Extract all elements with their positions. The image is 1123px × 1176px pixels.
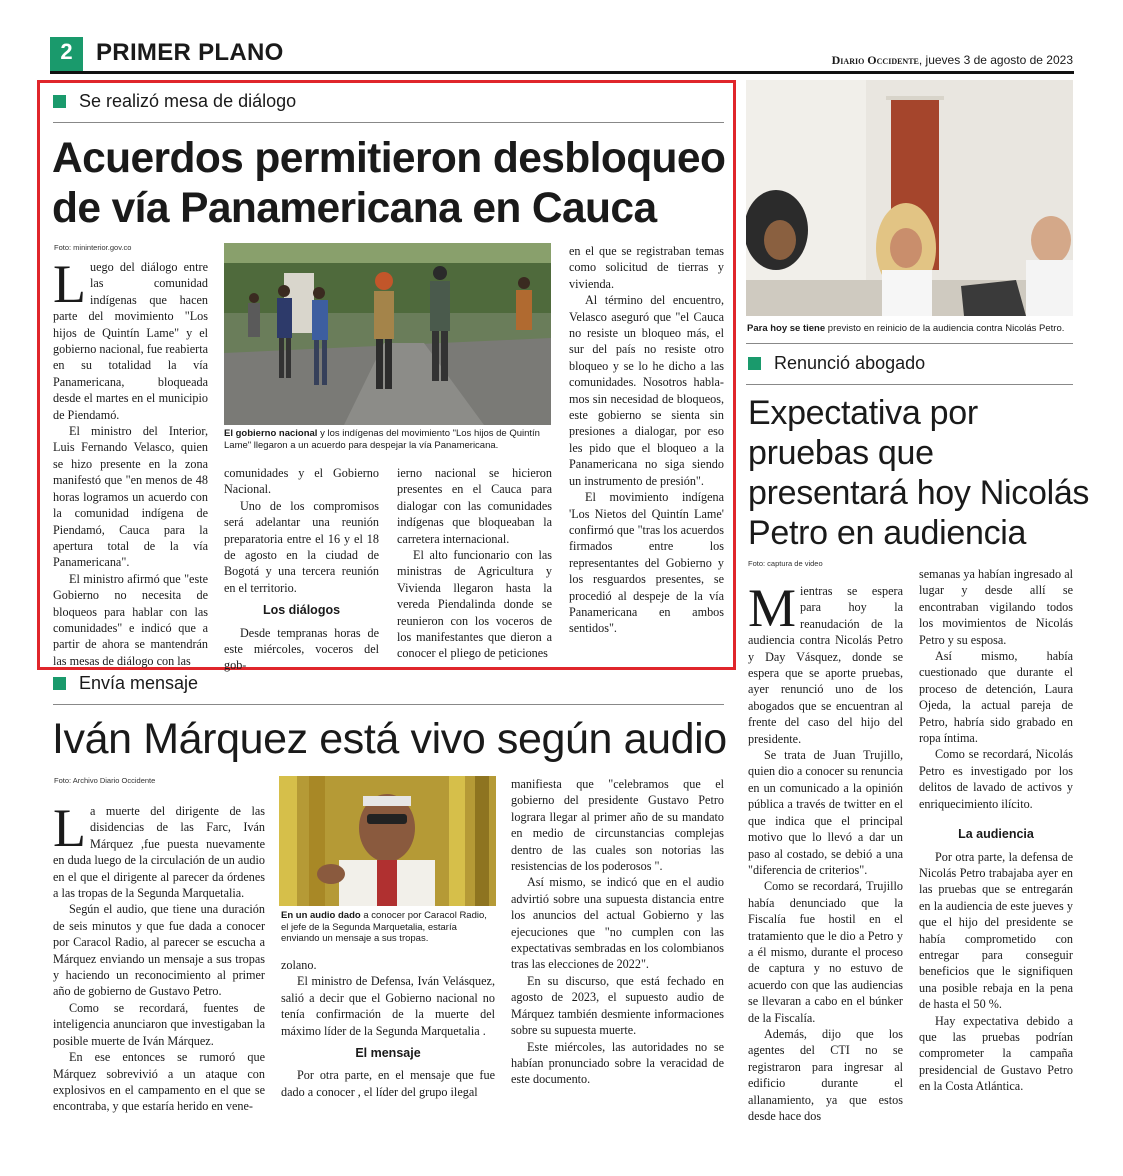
article1-headline: Acuerdos permitieron desbloqueo de vía Panamericana en Cauca [52,135,726,232]
article3-para: Por otra parte, la defensa de Nicolás Petro trabajaba ayer en las pruebas que se entregarán en la audiencia de este jueves y que el hijo del presidente se había comprometido con entregar para conseguir beneficios que le signifiquen una posible rebaja en la pena de hasta el 50 %. [919,849,1073,1012]
march-photo-image [224,243,551,425]
article1-para: Desde tempranas horas de este miércoles, voceros del gob- [224,625,379,673]
article1-column-3 [397,465,552,662]
article3-para: Hay expectativa debido a que las pruebas podrían comprometer la campaña presidencial de Gustavo Petro en la Costa Atlántica. [919,1013,1073,1094]
article3-para: semanas ya habían ingresado al lugar y desde allí se encontraban vigilando todos los movimientos de Nicolás Petro y su esposa. [919,567,1073,647]
article2-kicker: Envía mensaje [53,673,198,694]
article2-para: En ese entonces se rumoró que Márquez sobrevivió a un ataque con explosivos en el campamento en el que se encontraba, y que estaría herido en vene- [53,1050,265,1114]
header-rule [50,71,1074,74]
paper-name: Diario Occidente [831,53,919,67]
article3-para: Mientras se espera para hoy la reanudación de la audiencia contra Nicolás Petro y Day Vásquez, donde se espera que se aporte pruebas, ayer renunció uno de los abogados que se encuentran al frente del caso del hijo del presidente. [748,578,903,746]
article3-kicker: Renunció abogado [748,353,925,374]
article2-para: Así mismo, se indicó que en el audio advirtió sobre una supuesta distancia entre los anuncios del actual Gobierno y las ejecuciones que "no cumplen con las expectativas sembradas en los colombianos tras las elecciones de 2022". [511,875,724,972]
article3-column-2 [919,566,1073,1095]
article1-para: Al término del encuentro, Velasco aseguró que "el Cauca no resiste un bloqueo más, el sur del país no resiste otro bloqueo y se lo he dicho a las comunidades. Nosotros habla-mos sin necesidad de bloqueos, este gobierno se sienta sin presiones a dialogar, por eso les pido que el bloqueo a la Panamericana no siga siendo un instrumento de presión". [569,293,724,488]
article3-kicker-rule [746,384,1073,385]
drop-cap: L [53,254,86,314]
article3-photo-caption: Para hoy se tiene previsto en reinicio de la audiencia contra Nicolás Petro. [747,323,1065,334]
article3-subhead: La audiencia [958,827,1034,842]
article1-para: El movimiento indígena 'Los Nietos del Quintín Lame' confirmó que "tras los acuerdos firmados entre los representantes del Gobierno y los resguardos presentes, se procedió al despeje de la vía Panamericana en ambos sentidos". [569,490,724,636]
article3-para: Como se recordará, Trujillo había denunciado que la Fiscalía fue hostil en el tratamiento que le dio a Petro y a él mismo, durante el proceso de captura y no estuvo de acuerdo con que las audiencias se llevaran a cabo en el búnker de la Fiscalía. [748,879,903,1025]
article3-para: Además, dijo que los agentes del CTI no se registraron para ingresar al edificio durante el allanamiento, ya que estos desde hace dos [748,1026,903,1123]
kicker-square-icon [748,357,761,370]
issue-date: jueves 3 de agosto de 2023 [925,53,1073,67]
article1-kicker-rule [53,122,724,123]
article3-photo-credit: Foto: captura de video [748,559,823,568]
article1-para: Uno de los compromisos será adelantar una reunión preparatoria entre el 16 y el 18 de agosto en la ciudad de Bogotá y una tercera reunión en el territorio. [224,498,379,595]
article2-para: Por otra parte, en el mensaje que fue dado a conocer , el líder del grupo ilegal [281,1068,495,1099]
kicker-square-icon [53,95,66,108]
article2-subhead: El mensaje [355,1046,421,1061]
article2-photo [279,776,496,906]
article1-subhead: Los diálogos [262,603,341,618]
article1-para: El ministro afirmó que "este Gobierno no necesita de bloqueos para hablar con las comunidades" e indicó que a partir de ahora se mantendrán las mesas de diálogo con las [53,571,208,668]
article3-para: Se trata de Juan Trujillo, quien dio a conocer su renuncia en un comunicado a la opinión pública a través de twitter en el que indica que el principal motivo que lo llevó a dar un paso al costado, se debió a una "diferencia de criterios". [748,748,903,877]
kicker-square-icon [53,677,66,690]
section-title: PRIMER PLANO [96,39,284,66]
article1-para: ierno nacional se hicieron presentes en el Cauca para dialogar con las comunidades indígenas que bloqueaban la carretera internacional. [397,466,552,546]
article3-top-rule [746,343,1073,344]
drop-cap: L [53,798,86,858]
article2-para: manifiesta que "celebramos que el gobierno del presidente Gustavo Petro lograra llegar al primer año de su mandato en medio de circunstancias complejas dentro de las cuales son notorias las resistencias de los poderosos ". [511,777,724,874]
article2-para: Este miércoles, las autoridades no se habían pronunciado sobre la veracidad de este documento. [511,1039,724,1087]
article2-para: En su discurso, que está fechado en agosto de 2023, el supuesto audio de Márquez también desmiente informaciones sobre su supuesta muerte. [511,973,724,1038]
article2-column-3 [511,776,724,1088]
hearing-photo-image [746,80,1073,316]
article3-column-1 [748,578,903,1124]
article2-para: Como se recordará, fuentes de inteligencia anunciaron que investigaban la posible muerte de Iván Márquez. [53,1000,265,1048]
article1-para: Luego del diálogo entre las comunidad indígenas que hacen parte del movimiento "Los hijos de Quintín Lame" y el gobierno nacional, fue reabierta en su totalidad la vía Panamericana, bloqueada desde el martes en el municipio de Piendamó. [53,254,208,422]
portrait-photo-image [279,776,496,906]
article2-photo-credit: Foto: Archivo Diario Occidente [54,776,156,785]
article1-photo [224,243,551,425]
masthead-date: Diario Occidente, jueves 3 de agosto de 2023 [831,53,1073,67]
article1-caption: El gobierno nacional y los indígenas del movimiento "Los hijos de Quintín Lame" llegaron a un acuerdo para despejar la vía Panamericana. [224,428,540,451]
article2-caption: En un audio dado a conocer por Caracol Radio, el jefe de la Segunda Marquetalia, estaría enviando un mensaje a sus tropas. [281,910,487,944]
page-number: 2 [60,39,73,64]
article3-para: Así mismo, había cuestionado que durante el proceso de detención, Laura Ojeda, la actual pareja de Petro, habría sido grabado en ropa íntima. [919,649,1073,746]
article2-headline: Iván Márquez está vivo según audio [52,715,727,763]
article3-photo [746,80,1073,316]
article3-headline: Expectativa por pruebas que presentará hoy Nicolás Petro en audiencia [748,394,1090,552]
article3-para: Como se recordará, Nicolás Petro es investigado por los delitos de lavado de activos y enriquecimiento ilícito. [919,747,1073,811]
article1-para: comunidades y el Gobierno Nacional. [224,466,379,497]
article2-para: zolano. [281,958,317,972]
article1-para: El alto funcionario con las ministras de Agricultura y Vivienda llegaron hasta la vereda Piendalinda donde se reunieron con los voceros de los manifestantes que dieron a conocer el pliego de peticiones [397,548,552,661]
article1-column-2 [224,465,379,674]
article1-para: El ministro del Interior, Luis Fernando Velasco, quien se hizo presente en la zona manifestó que "en menos de 48 horas logramos un acuerdo con la comunidad indígena de Piendamó, Cauca para la apertura total de la vía Panamericana". [53,424,208,570]
article1-column-4 [569,243,724,637]
article1-kicker: Se realizó mesa de diálogo [53,91,296,112]
article1-photo-credit: Foto: mininterior.gov.co [54,243,132,252]
article2-kicker-rule [53,704,724,705]
article2-para: El ministro de Defensa, Iván Velásquez, salió a decir que el Gobierno nacional no tenía confirmación de la muerte del máximo líder de la Segunda Marquetalia . [281,974,495,1038]
article2-para: La muerte del dirigente de las disidencias de las Farc, Iván Márquez ,fue puesta nuevamente en duda luego de la circulación de un audio en el que el dirigente al parecer da órdenes a las tropas de la Segunda Marquetalia. [53,798,265,901]
drop-cap: M [748,578,797,638]
article2-column-1 [53,798,265,1115]
article1-para: en el que se registraban temas como solicitud de tierras y vivienda. [569,244,724,291]
article1-column-1 [53,254,208,669]
article2-column-2 [281,957,495,1100]
article2-para: Según el audio, que tiene una duración de seis minutos y que fue dada a conocer por Caracol Radio, al parecer se escucha a Márquez enviando un mensaje a sus tropas y haciendo un reconocimiento al primer año de gobierno de Gustavo Petro. [53,902,265,999]
